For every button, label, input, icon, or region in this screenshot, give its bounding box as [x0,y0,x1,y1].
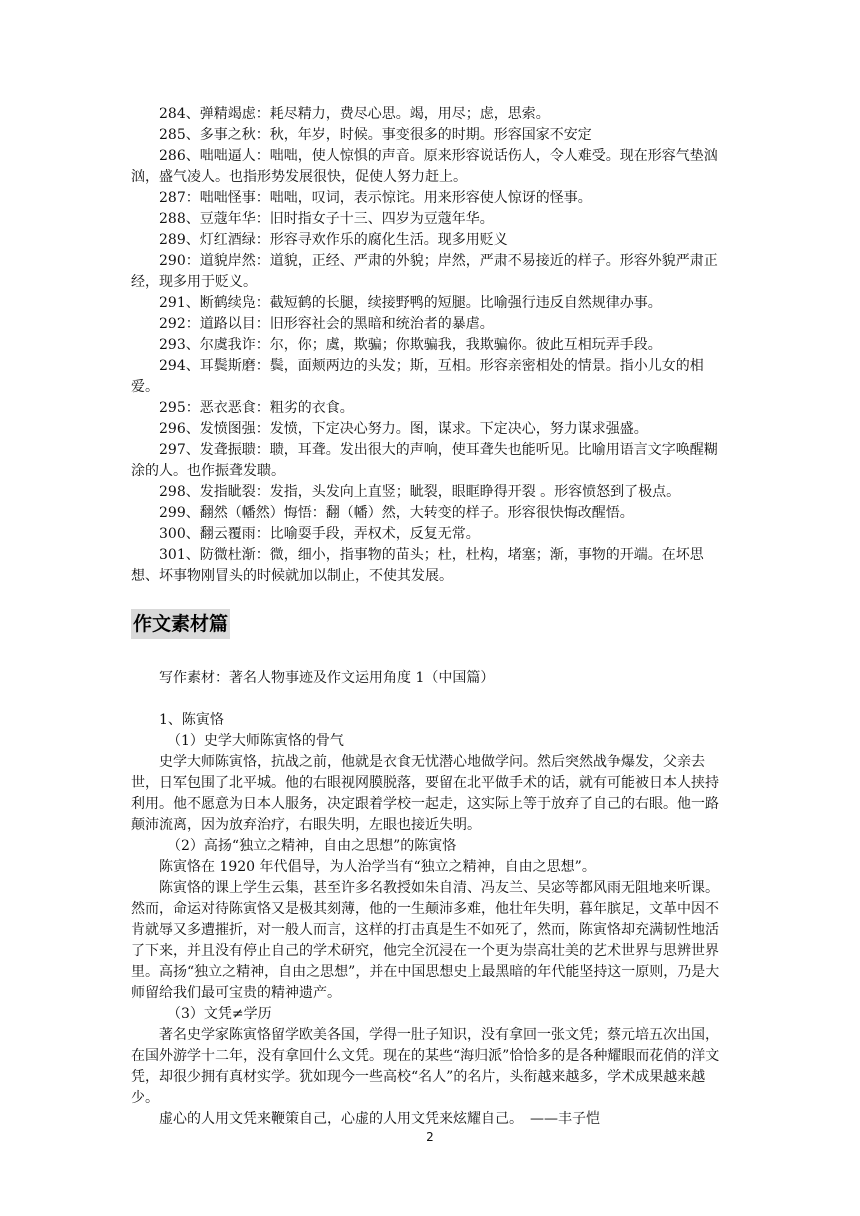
idiom-entry: 294、耳鬓斯磨：鬓，面颊两边的头发；斯，互相。形容亲密相处的情景。指小儿女的相爱。 [131,358,704,395]
idiom-entry: 286、咄咄逼人：咄咄，使人惊惧的声音。原来形容说话伤人，令人难受。现在形容气垫汹汹，盛气凌人。也指形势发展很快，促使人努力赶上。 [131,148,718,185]
idiom-entry: 295：恶衣恶食：粗劣的衣食。 [159,400,354,416]
idiom-entry: 284、弹精竭虑：耗尽精力，费尽心思。竭，用尽；虑，思索。 [159,106,550,122]
section-heading: 作文素材篇 [131,609,230,639]
idiom-entry: 285、多事之秋：秋，年岁，时候。事变很多的时期。形容国家不安定 [159,127,592,143]
idiom-entry: 300、翻云覆雨：比喻耍手段，弄权术，反复无常。 [159,526,480,542]
idiom-entry: 301、防微杜渐：微，细小，指事物的苗头；杜，杜构，堵塞；渐，事物的开端。在坏思想、坏事物刚冒头的时候就加以制止，不使其发展。 [131,547,704,584]
idiom-entry: 296、发愤图强：发愤，下定决心努力。图，谋求。下定决心，努力谋求强盛。 [159,421,648,437]
page-number: 2 [426,1130,434,1144]
paragraph: 陈寅恪的课上学生云集，甚至许多名教授如朱自清、冯友兰、吴宓等都风雨无阻地来听课。然而，命运对待陈寅恪又是极其刻薄，他的一生颠沛多难，他壮年失明，暮年膑足，文革中因不肯就辱又多遭摧折，对一般人而言，这样的打击真是生不如死了，然而，陈寅恪却充满韧性地活了下来，并且没有停止自己的学术研究，他完全沉浸在一个更为崇高壮美的艺术世界与思辨世界里。高扬“独立之精神，自由之思想”，并在中国思想史上最黑暗的年代能坚持这一原则，乃是大师留给我们最可宝贵的精神遗产。 [131,880,720,1001]
section-subtitle: 写作素材：著名人物事迹及作文运用角度 1（中国篇） [159,670,495,686]
material-content [131,710,731,1130]
idiom-entry: 290：道貌岸然：道貌，正经、严肃的外貌；岸然，严肃不易接近的样子。形容外貌严肃正经，现多用于贬义。 [131,253,718,290]
paragraph: 史学大师陈寅恪，抗战之前，他就是衣食无忧潜心地做学问。然后突然战争爆发，父亲去世，日军包围了北平城。他的右眼视网膜脱落，要留在北平做手术的话，就有可能被日本人挟持利用。他不愿意为日本人服务，决定跟着学校一起走，这实际上等于放弃了自己的右眼。他一路颠沛流离，因为放弃治疗，右眼失明，左眼也接近失明。 [131,754,719,833]
subsection-title: （2）高扬“独立之精神，自由之思想”的陈寅恪 [167,838,457,854]
idiom-entry: 293、尔虞我诈：尔，你；虞，欺骗；你欺骗我，我欺骗你。彼此互相玩弄手段。 [159,337,662,353]
idiom-entry: 288、豆蔻年华：旧时指女子十三、四岁为豆蔻年华。 [159,211,494,227]
idiom-entry: 292：道路以目：旧形容社会的黑暗和统治者的暴虐。 [159,316,494,332]
subsection-title: （1）史学大师陈寅恪的骨气 [167,733,344,749]
idiom-entry: 298、发指眦裂：发指，头发向上直竖；眦裂，眼眶睁得开裂 。形容愤怒到了极点。 [159,484,681,500]
idiom-entry: 289、灯红酒绿：形容寻欢作乐的腐化生活。现多用贬义 [159,232,508,248]
idiom-entry: 291、断鹤续凫：截短鹤的长腿，续接野鸭的短腿。比喻强行违反自然规律办事。 [159,295,662,311]
paragraph: 陈寅恪在 1920 年代倡导，为人治学当有“独立之精神，自由之思想”。 [159,859,596,875]
idiom-entry: 297、发聋振聩：聩，耳聋。发出很大的声响，使耳聋失也能听见。比喻用语言文字唤醒糊涂的人。也作振聋发聩。 [131,442,718,479]
quote: 虚心的人用文凭来鞭策自己，心虚的人用文凭来炫耀自己。 ——丰子恺 [159,1111,600,1127]
paragraph: 著名史学家陈寅恪留学欧美各国，学得一肚子知识，没有拿回一张文凭；蔡元培五次出国，在国外游学十二年，没有拿回什么文凭。现在的某些“海归派”恰恰多的是各种耀眼而花俏的洋文凭，却很少拥有真材实学。犹如现今一些高校“名人”的名片，头衔越来越多，学术成果越来越少。 [131,1027,720,1106]
person-title: 1、陈寅恪 [159,712,224,728]
idiom-entry: 287：咄咄怪事：咄咄，叹词，表示惊诧。用来形容使人惊讶的怪事。 [159,190,592,206]
idiom-list [131,104,731,587]
subsection-title: （3）文凭≠学历 [167,1006,272,1022]
idiom-entry: 299、翻然（幡然）悔悟：翻（幡）然，大转变的样子。形容很快悔改醒悟。 [159,505,634,521]
